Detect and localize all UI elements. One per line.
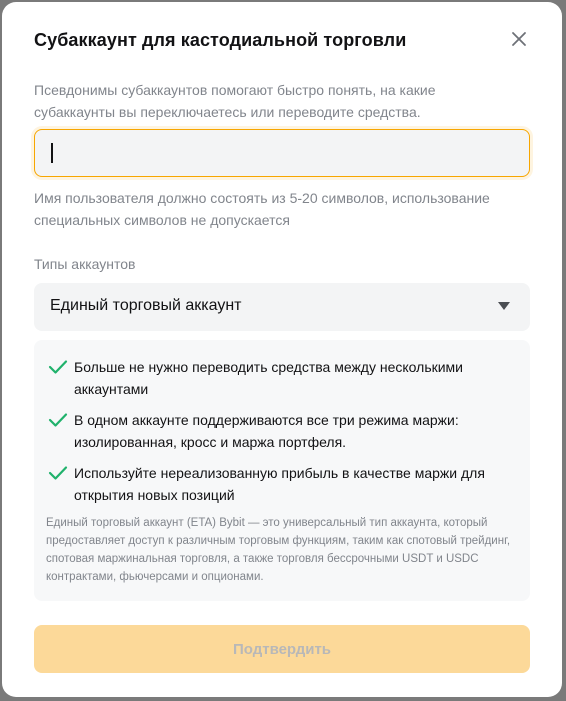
name-hint: Имя пользователя должно состоять из 5-20 символов, использование специальных символов не допускается [34, 190, 490, 228]
close-icon[interactable] [510, 30, 528, 48]
check-icon [48, 412, 68, 428]
subaccount-name-input[interactable] [34, 129, 530, 177]
caret-down-icon [498, 302, 510, 310]
feature-text: Больше не нужно переводить средства между несколькими аккаунтами [74, 359, 463, 397]
feature-text: Используйте нереализованную прибыль в качестве маржи для открытия новых позиций [74, 465, 485, 503]
feature-text: В одном аккаунте поддерживаются все три режима маржи: изолированная, кросс и маржа портфеля. [74, 412, 459, 450]
custodial-subaccount-dialog [2, 2, 562, 697]
dialog-description: Псевдонимы субаккаунтов помогают быстро понять, на какие субаккаунты вы переключаетесь или переводите средства. [34, 82, 436, 120]
account-type-selected-value: Единый торговый аккаунт [50, 297, 242, 314]
dialog-title: Субаккаунт для кастодиальной торговли [34, 30, 407, 50]
text-caret [51, 143, 53, 163]
check-icon [48, 359, 68, 375]
account-type-select[interactable] [34, 283, 530, 331]
account-note: Единый торговый аккаунт (ETA) Bybit — это универсальный тип аккаунта, который предоставляет доступ к различным торговым функциям, таким как спотовый трейдинг, спотовая маржинальная торговля, а также торговля бессрочными USDT и USDC контрактами, фьючерсами и опционами. [46, 517, 511, 583]
account-types-label: Типы аккаунтов [34, 256, 136, 272]
account-info-box [34, 340, 530, 601]
check-icon [48, 465, 68, 481]
close-button[interactable] [510, 30, 528, 48]
confirm-button[interactable]: Подтвердить [34, 625, 530, 673]
